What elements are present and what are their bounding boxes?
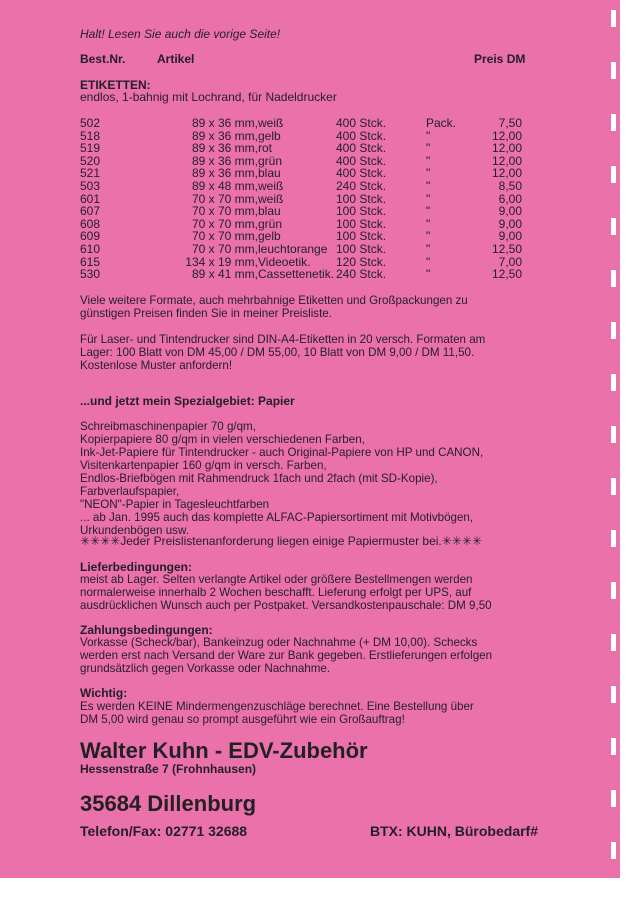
cell-nr: 607 xyxy=(80,204,101,219)
perforation-mark xyxy=(611,426,616,443)
cell-desc: grün xyxy=(258,216,283,231)
perforation-mark xyxy=(611,582,616,599)
cell-size: 70 x 70 mm, xyxy=(191,216,258,231)
perforation-mark xyxy=(611,270,616,287)
perforation-mark xyxy=(611,634,616,651)
cell-desc: blau xyxy=(258,204,281,219)
cell-price: 12,50 xyxy=(491,242,522,256)
table-row xyxy=(80,218,530,231)
cell-qty: 400 Stck. xyxy=(336,141,387,156)
cell-price: 12,00 xyxy=(491,141,522,156)
perforation-mark xyxy=(611,478,616,495)
paper-note: Jeder Preislistenanforderung liegen einige Papiermuster bei. xyxy=(120,534,442,548)
cell-price: 12,00 xyxy=(491,153,522,168)
cell-desc: weiß xyxy=(258,179,284,193)
cell-pack: Pack. xyxy=(426,116,457,130)
cell-pack: " xyxy=(426,128,431,143)
delivery-text: meist ab Lager. Selten verlangte Artikel oder größere Bestellmengen werden normalerweise innerhalb 2 Wochen beschafft. Lieferung erfolgt per UPS, auf ausdrücklichen Wunsch auch per Postpaket. Versandkostenpauschale: DM 9,50 xyxy=(80,573,492,612)
cell-pack: " xyxy=(426,141,431,156)
cell-pack: " xyxy=(426,204,431,219)
cell-nr: 518 xyxy=(80,128,101,143)
cell-price: 12,00 xyxy=(491,166,522,181)
top-note: Halt! Lesen Sie auch die vorige Seite! xyxy=(80,27,281,41)
perforation-marks xyxy=(611,0,625,878)
cell-size: 89 x 36 mm, xyxy=(191,166,258,181)
cell-nr: 521 xyxy=(80,166,101,181)
cell-desc: Videoetik. xyxy=(258,254,311,269)
table-row xyxy=(80,268,530,281)
header-article: Artikel xyxy=(157,52,195,66)
perforation-mark xyxy=(611,790,616,807)
perforation-mark xyxy=(611,114,616,131)
cell-desc: gelb xyxy=(258,229,281,244)
cell-nr: 610 xyxy=(80,242,101,256)
paper-note-line xyxy=(80,535,482,548)
cell-price: 7,00 xyxy=(498,254,522,269)
cell-pack: " xyxy=(426,216,431,231)
cell-size: 134 x 19 mm, xyxy=(185,254,258,269)
cell-pack: " xyxy=(426,166,431,181)
cell-desc: weiß xyxy=(258,191,284,206)
table-row xyxy=(80,130,530,143)
perforation-mark xyxy=(611,166,616,183)
cell-nr: 601 xyxy=(80,191,101,206)
payment-heading: Zahlungsbedingungen: xyxy=(80,623,213,637)
header-price: Preis DM xyxy=(474,52,526,66)
cell-size: 89 x 36 mm, xyxy=(191,153,258,168)
cell-nr: 519 xyxy=(80,141,101,156)
cell-size: 70 x 70 mm, xyxy=(191,204,258,219)
cell-pack: " xyxy=(426,242,431,256)
cell-pack: " xyxy=(426,191,431,206)
cell-nr: 608 xyxy=(80,216,101,231)
company-phone: Telefon/Fax: 02771 32688 xyxy=(80,823,248,839)
cell-qty: 100 Stck. xyxy=(336,242,387,256)
cell-qty: 100 Stck. xyxy=(336,229,387,244)
cell-size: 70 x 70 mm, xyxy=(191,191,258,206)
cell-qty: 240 Stck. xyxy=(336,267,387,282)
important-heading: Wichtig: xyxy=(80,686,128,700)
cell-qty: 400 Stck. xyxy=(336,153,387,168)
cell-nr: 520 xyxy=(80,153,101,168)
cell-pack: " xyxy=(426,153,431,168)
cell-qty: 100 Stck. xyxy=(336,191,387,206)
cell-nr: 503 xyxy=(80,179,101,193)
table-row xyxy=(80,205,530,218)
cell-pack: " xyxy=(426,229,431,244)
cell-size: 89 x 36 mm, xyxy=(191,141,258,156)
cell-desc: Cassettenetik. xyxy=(258,267,335,282)
cell-qty: 100 Stck. xyxy=(336,216,387,231)
company-name: Walter Kuhn - EDV-Zubehör xyxy=(80,738,368,763)
cell-price: 9,00 xyxy=(498,229,522,244)
important-text: Es werden KEINE Mindermengenzuschläge berechnet. Eine Bestellung über DM 5,00 wird genau so prompt ausgeführt wie ein Großauftrag! xyxy=(80,700,474,726)
cell-nr: 615 xyxy=(80,254,101,269)
stars-left: ✳✳✳✳ xyxy=(80,534,121,548)
cell-size: 89 x 36 mm, xyxy=(191,128,258,143)
cell-desc: rot xyxy=(258,141,273,156)
cell-desc: gelb xyxy=(258,128,281,143)
cell-nr: 609 xyxy=(80,229,101,244)
cell-pack: " xyxy=(426,179,431,193)
table-row xyxy=(80,155,530,168)
paper-list: Schreibmaschinenpapier 70 g/qm, Kopierpapiere 80 g/qm in vielen verschiedenen Farben, Ink-Jet-Papiere für Tintendrucker - auch Original-Papiere von HP und CANON, Visitenkartenpapier 160 g/qm in versch. Farben, Endlos-Briefbögen mit Rahmendruck 1fach und 2fach (mit SD-Kopie), Farbverlaufspapier, "NEON"-Papier in Tagesleuchtfarben ... ab Jan. 1995 auch das komplette ALFAC-Papiersortiment mit Motivbögen, Urkundenbögen usw. xyxy=(80,420,484,537)
perforation-mark xyxy=(611,530,616,547)
cell-size: 89 x 36 mm, xyxy=(191,116,258,130)
cell-desc: weiß xyxy=(258,116,284,130)
cell-desc: leuchtorange xyxy=(258,242,328,256)
perforation-mark xyxy=(611,686,616,703)
cell-price: 9,00 xyxy=(498,216,522,231)
cell-size: 70 x 70 mm, xyxy=(191,229,258,244)
cell-pack: " xyxy=(426,254,431,269)
laser-text: Für Laser- und Tintendrucker sind DIN-A4-Etiketten in 20 versch. Formaten am Lager: 100 Blatt von DM 45,00 / DM 55,00, 10 Blatt von DM 9,00 / DM 11,50. Kostenlose Muster anfordern! xyxy=(80,333,486,372)
cell-size: 89 x 48 mm, xyxy=(191,179,258,193)
cell-qty: 400 Stck. xyxy=(336,116,387,130)
cell-price: 9,00 xyxy=(498,204,522,219)
cell-qty: 120 Stck. xyxy=(336,254,387,269)
perforation-mark xyxy=(611,374,616,391)
cell-qty: 400 Stck. xyxy=(336,128,387,143)
etiketten-title: ETIKETTEN: xyxy=(80,78,151,92)
cell-price: 8,50 xyxy=(498,179,522,193)
perforation-mark xyxy=(611,62,616,79)
delivery-heading: Lieferbedingungen: xyxy=(80,560,192,574)
cell-qty: 100 Stck. xyxy=(336,204,387,219)
header-nr: Best.Nr. xyxy=(80,52,126,66)
company-city: 35684 Dillenburg xyxy=(80,791,257,816)
cell-price: 7,50 xyxy=(498,116,522,130)
perforation-mark xyxy=(611,738,616,755)
perforation-mark xyxy=(611,218,616,235)
perforation-mark xyxy=(611,10,616,27)
cell-qty: 240 Stck. xyxy=(336,179,387,193)
cell-qty: 400 Stck. xyxy=(336,166,387,181)
table-row xyxy=(80,193,530,206)
cell-size: 89 x 41 mm, xyxy=(191,267,258,282)
cell-nr: 530 xyxy=(80,267,101,282)
table-row xyxy=(80,167,530,180)
payment-text: Vorkasse (Scheck/bar), Bankeinzug oder Nachnahme (+ DM 10,00). Schecks werden erst nach Versand der Ware zur Bank gegeben. Erstlieferungen erfolgen grundsätzlich gegen Vorkasse oder Nachnahme. xyxy=(80,636,493,675)
more-formats-text: Viele weitere Formate, auch mehrbahnige Etiketten und Großpackungen zu günstigen Preisen finden Sie in meiner Preisliste. xyxy=(80,294,468,320)
cell-desc: grün xyxy=(258,153,283,168)
paper-heading: ...und jetzt mein Spezialgebiet: Papier xyxy=(80,394,295,408)
cell-price: 12,50 xyxy=(491,267,522,282)
stars-right: ✳✳✳✳ xyxy=(441,534,482,548)
cell-nr: 502 xyxy=(80,116,101,130)
table-row xyxy=(80,180,530,193)
table-row xyxy=(80,142,530,155)
perforation-mark xyxy=(611,322,616,339)
cell-price: 6,00 xyxy=(498,191,522,206)
company-street: Hessenstraße 7 (Frohnhausen) xyxy=(80,762,257,776)
etiketten-subtitle: endlos, 1-bahnig mit Lochrand, für Nadeldrucker xyxy=(80,90,337,104)
company-btx: BTX: KUHN, Bürobedarf# xyxy=(370,823,539,839)
cell-pack: " xyxy=(426,267,431,282)
cell-desc: blau xyxy=(258,166,281,181)
table-row xyxy=(80,117,530,130)
perforation-mark xyxy=(611,842,616,859)
cell-size: 70 x 70 mm, xyxy=(191,242,258,256)
cell-price: 12,00 xyxy=(491,128,522,143)
